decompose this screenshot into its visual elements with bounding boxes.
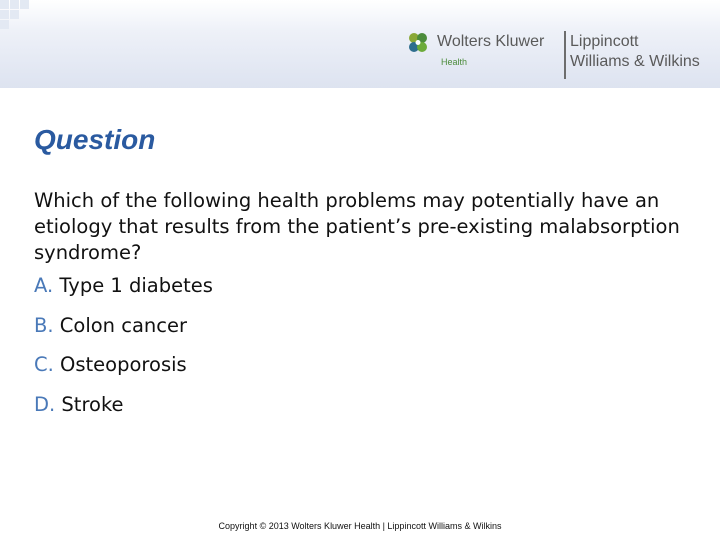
option-letter: D. xyxy=(34,392,56,416)
option-text: Colon cancer xyxy=(59,313,187,337)
option-text: Type 1 diabetes xyxy=(59,274,213,297)
option-text: Osteoporosis xyxy=(60,353,187,376)
brand-publisher xyxy=(570,32,700,72)
wolters-kluwer-logo-icon xyxy=(405,30,437,58)
copyright-text: Copyright © 2013 Wolters Kluwer Health | Lippincott Williams & Wilkins xyxy=(218,521,502,531)
publisher-line-2: Williams & Wilkins xyxy=(570,53,700,70)
option-text: Stroke xyxy=(61,392,124,416)
answer-option-b[interactable] xyxy=(34,314,213,354)
corner-decoration xyxy=(0,0,30,30)
question-text: Which of the following health problems may potentially have an etiology that results from the patient’s pre-existing malabsorption syndrome? xyxy=(34,189,680,264)
brand-logo-block xyxy=(405,28,717,80)
header-band xyxy=(0,0,720,88)
answer-options xyxy=(34,274,213,432)
brand-division: Health xyxy=(441,57,468,67)
option-letter: C. xyxy=(34,353,54,376)
brand-company-name: Wolters Kluwer xyxy=(437,33,545,50)
footer xyxy=(0,521,720,531)
publisher-line-1: Lippincott xyxy=(570,33,639,50)
option-letter: A. xyxy=(34,274,54,297)
option-letter: B. xyxy=(34,313,54,337)
answer-option-d[interactable] xyxy=(34,393,213,433)
brand-divider xyxy=(564,31,566,79)
answer-option-c[interactable] xyxy=(34,353,213,393)
answer-option-a[interactable] xyxy=(34,274,213,314)
question-title: Question xyxy=(34,124,156,155)
